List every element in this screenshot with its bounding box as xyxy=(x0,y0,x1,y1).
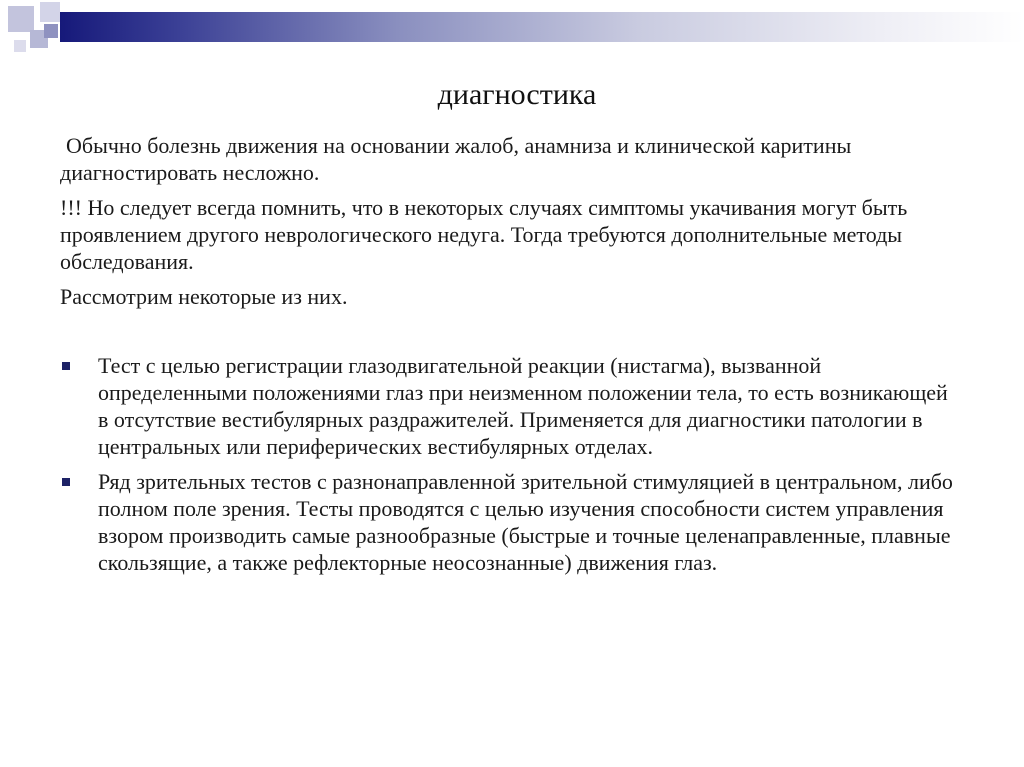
list-item-text: Тест с целью регистрации глазодвигательной реакции (нистагма), вызванной определенными положениями глаз при неизменном положении тела, то есть возникающей в отсутствие вестибулярных раздражителей. Применяется для диагностики патологии в центральных или периферических вестибулярных отделах. xyxy=(98,353,948,459)
list-item xyxy=(60,352,960,460)
intro-text xyxy=(60,132,960,318)
bullet-list xyxy=(60,352,960,584)
decor-square xyxy=(40,2,60,22)
slide-title: диагностика xyxy=(437,78,597,111)
list-item xyxy=(60,468,960,576)
decor-square xyxy=(44,24,58,38)
decor-square xyxy=(8,6,34,32)
list-item-text: Ряд зрительных тестов с разнонаправленной зрительной стимуляцией в центральном, либо полном поле зрения. Тесты проводятся с целью изучения способности систем управления взором производить самые разнообразные (быстрые и точные целенаправленные, плавные скользящие, а также рефлекторные неосознанные) движения глаз. xyxy=(98,469,953,575)
intro-paragraph: !!! Но следует всегда помнить, что в некоторых случаях симптомы укачивания могут быть проявлением другого неврологического недуга. Тогда требуются дополнительные методы обследования. xyxy=(60,195,908,274)
decor-square xyxy=(14,40,26,52)
intro-paragraph: Обычно болезнь движения на основании жалоб, анамниза и клинической каритины диагностировать несложно. xyxy=(60,133,852,185)
square-bullet-icon xyxy=(62,478,70,486)
intro-paragraph: Рассмотрим некоторые из них. xyxy=(60,284,348,309)
square-bullet-icon xyxy=(62,362,70,370)
header-gradient-band xyxy=(60,12,1024,42)
